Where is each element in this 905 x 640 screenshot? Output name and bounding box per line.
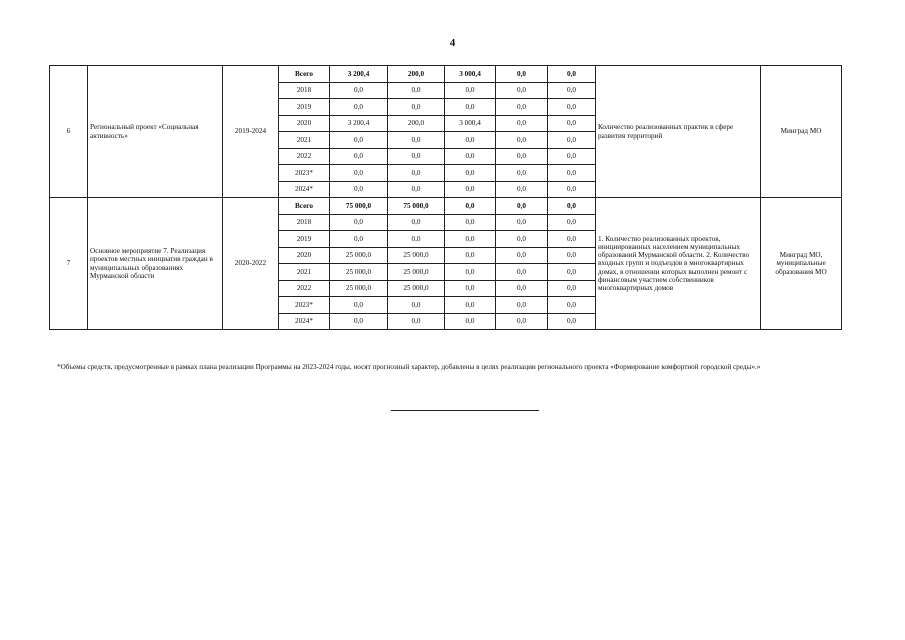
value-cell: 0,0 — [548, 132, 596, 149]
value-cell: 0,0 — [496, 297, 548, 314]
year-cell: 2019 — [279, 231, 330, 248]
value-cell: 0,0 — [330, 231, 388, 248]
year-cell: 2019 — [279, 99, 330, 116]
value-cell: 0,0 — [445, 198, 496, 215]
table-row — [50, 198, 842, 215]
value-cell: 0,0 — [548, 247, 596, 264]
period: 2020-2022 — [223, 198, 279, 330]
value-cell: 3 000,4 — [445, 66, 496, 83]
year-cell: 2023* — [279, 297, 330, 314]
value-cell: 3 000,4 — [445, 115, 496, 132]
value-cell: 0,0 — [496, 181, 548, 198]
value-cell: 0,0 — [445, 313, 496, 330]
year-cell: 2018 — [279, 214, 330, 231]
value-cell: 25 000,0 — [388, 280, 445, 297]
value-cell: 200,0 — [388, 66, 445, 83]
value-cell: 0,0 — [330, 82, 388, 99]
value-cell: 0,0 — [496, 198, 548, 215]
value-cell: 200,0 — [388, 115, 445, 132]
value-cell: 0,0 — [445, 247, 496, 264]
table-row — [50, 66, 842, 83]
value-cell: 25 000,0 — [330, 264, 388, 281]
value-cell: 0,0 — [496, 99, 548, 116]
value-cell: 0,0 — [330, 165, 388, 182]
value-cell: 0,0 — [548, 297, 596, 314]
signature-line — [391, 410, 539, 411]
value-cell: 0,0 — [445, 99, 496, 116]
measure-name: Основное мероприятие 7. Реализация проектов местных инициатив граждан в муниципальных образованиях Мурманской области — [88, 198, 223, 330]
value-cell: 0,0 — [388, 99, 445, 116]
footnote: *Объемы средств, предусмотренные в рамках плана реализации Программы на 2023-2024 годы, носят прогнозный характер, добавлены в целях реализации регионального проекта «Формирование комфортной городской среды».» — [57, 363, 761, 371]
value-cell: 0,0 — [388, 231, 445, 248]
measure-name: Региональный проект «Социальная активность» — [88, 66, 223, 198]
value-cell: 0,0 — [445, 264, 496, 281]
period: 2019-2024 — [223, 66, 279, 198]
value-cell: 0,0 — [330, 181, 388, 198]
value-cell: 0,0 — [496, 148, 548, 165]
value-cell: 0,0 — [548, 280, 596, 297]
value-cell: 0,0 — [496, 313, 548, 330]
year-cell: 2024* — [279, 181, 330, 198]
value-cell: 0,0 — [445, 280, 496, 297]
year-cell: 2023* — [279, 165, 330, 182]
value-cell: 0,0 — [548, 165, 596, 182]
value-cell: 0,0 — [548, 198, 596, 215]
value-cell: 0,0 — [330, 297, 388, 314]
value-cell: 0,0 — [445, 297, 496, 314]
value-cell: 0,0 — [445, 214, 496, 231]
value-cell: 0,0 — [445, 181, 496, 198]
year-cell: 2021 — [279, 264, 330, 281]
value-cell: 0,0 — [496, 132, 548, 149]
value-cell: 0,0 — [548, 66, 596, 83]
value-cell: 0,0 — [496, 264, 548, 281]
value-cell: 0,0 — [388, 148, 445, 165]
value-cell: 0,0 — [388, 181, 445, 198]
year-cell: 2018 — [279, 82, 330, 99]
value-cell: 0,0 — [388, 82, 445, 99]
executor: Минград МО, муниципальные образования МО — [761, 198, 842, 330]
table-body — [50, 66, 842, 330]
page-number: 4 — [449, 37, 456, 49]
year-cell: 2022 — [279, 280, 330, 297]
year-cell: Всего — [279, 198, 330, 215]
value-cell: 3 200,4 — [330, 115, 388, 132]
value-cell: 25 000,0 — [330, 247, 388, 264]
value-cell: 25 000,0 — [388, 247, 445, 264]
value-cell: 0,0 — [496, 280, 548, 297]
value-cell: 0,0 — [330, 214, 388, 231]
value-cell: 0,0 — [548, 214, 596, 231]
program-table — [49, 65, 842, 330]
value-cell: 0,0 — [548, 313, 596, 330]
value-cell: 0,0 — [445, 148, 496, 165]
year-cell: 2020 — [279, 115, 330, 132]
value-cell: 0,0 — [330, 148, 388, 165]
row-number: 6 — [50, 66, 88, 198]
value-cell: 0,0 — [548, 148, 596, 165]
value-cell: 0,0 — [548, 99, 596, 116]
year-cell: 2024* — [279, 313, 330, 330]
value-cell: 0,0 — [445, 231, 496, 248]
value-cell: 75 000,0 — [388, 198, 445, 215]
value-cell: 0,0 — [548, 115, 596, 132]
value-cell: 25 000,0 — [330, 280, 388, 297]
value-cell: 0,0 — [496, 66, 548, 83]
value-cell: 0,0 — [496, 231, 548, 248]
value-cell: 0,0 — [388, 313, 445, 330]
value-cell: 0,0 — [548, 231, 596, 248]
value-cell: 0,0 — [445, 82, 496, 99]
value-cell: 0,0 — [496, 247, 548, 264]
value-cell: 0,0 — [496, 82, 548, 99]
value-cell: 0,0 — [445, 165, 496, 182]
year-cell: 2022 — [279, 148, 330, 165]
value-cell: 0,0 — [330, 313, 388, 330]
year-cell: Всего — [279, 66, 330, 83]
year-cell: 2020 — [279, 247, 330, 264]
value-cell: 25 000,0 — [388, 264, 445, 281]
value-cell: 0,0 — [388, 214, 445, 231]
value-cell: 0,0 — [330, 132, 388, 149]
indicator: 1. Количество реализованных проектов, инициированных населением муниципальных образований Мурманской области. 2. Количество входных групп и подъездов в многоквартирных домах, в отношении которых выполнен ремонт с финансовым участием собственников многоквартирных домов — [596, 198, 761, 330]
value-cell: 0,0 — [496, 165, 548, 182]
executor: Минград МО — [761, 66, 842, 198]
value-cell: 0,0 — [548, 82, 596, 99]
value-cell: 0,0 — [330, 99, 388, 116]
value-cell: 3 200,4 — [330, 66, 388, 83]
value-cell: 0,0 — [388, 297, 445, 314]
value-cell: 0,0 — [548, 264, 596, 281]
row-number: 7 — [50, 198, 88, 330]
value-cell: 0,0 — [388, 132, 445, 149]
year-cell: 2021 — [279, 132, 330, 149]
value-cell: 0,0 — [548, 181, 596, 198]
value-cell: 0,0 — [496, 115, 548, 132]
value-cell: 0,0 — [445, 132, 496, 149]
value-cell: 75 000,0 — [330, 198, 388, 215]
value-cell: 0,0 — [388, 165, 445, 182]
value-cell: 0,0 — [496, 214, 548, 231]
indicator: Количество реализованных практик в сфере развития территорий — [596, 66, 761, 198]
